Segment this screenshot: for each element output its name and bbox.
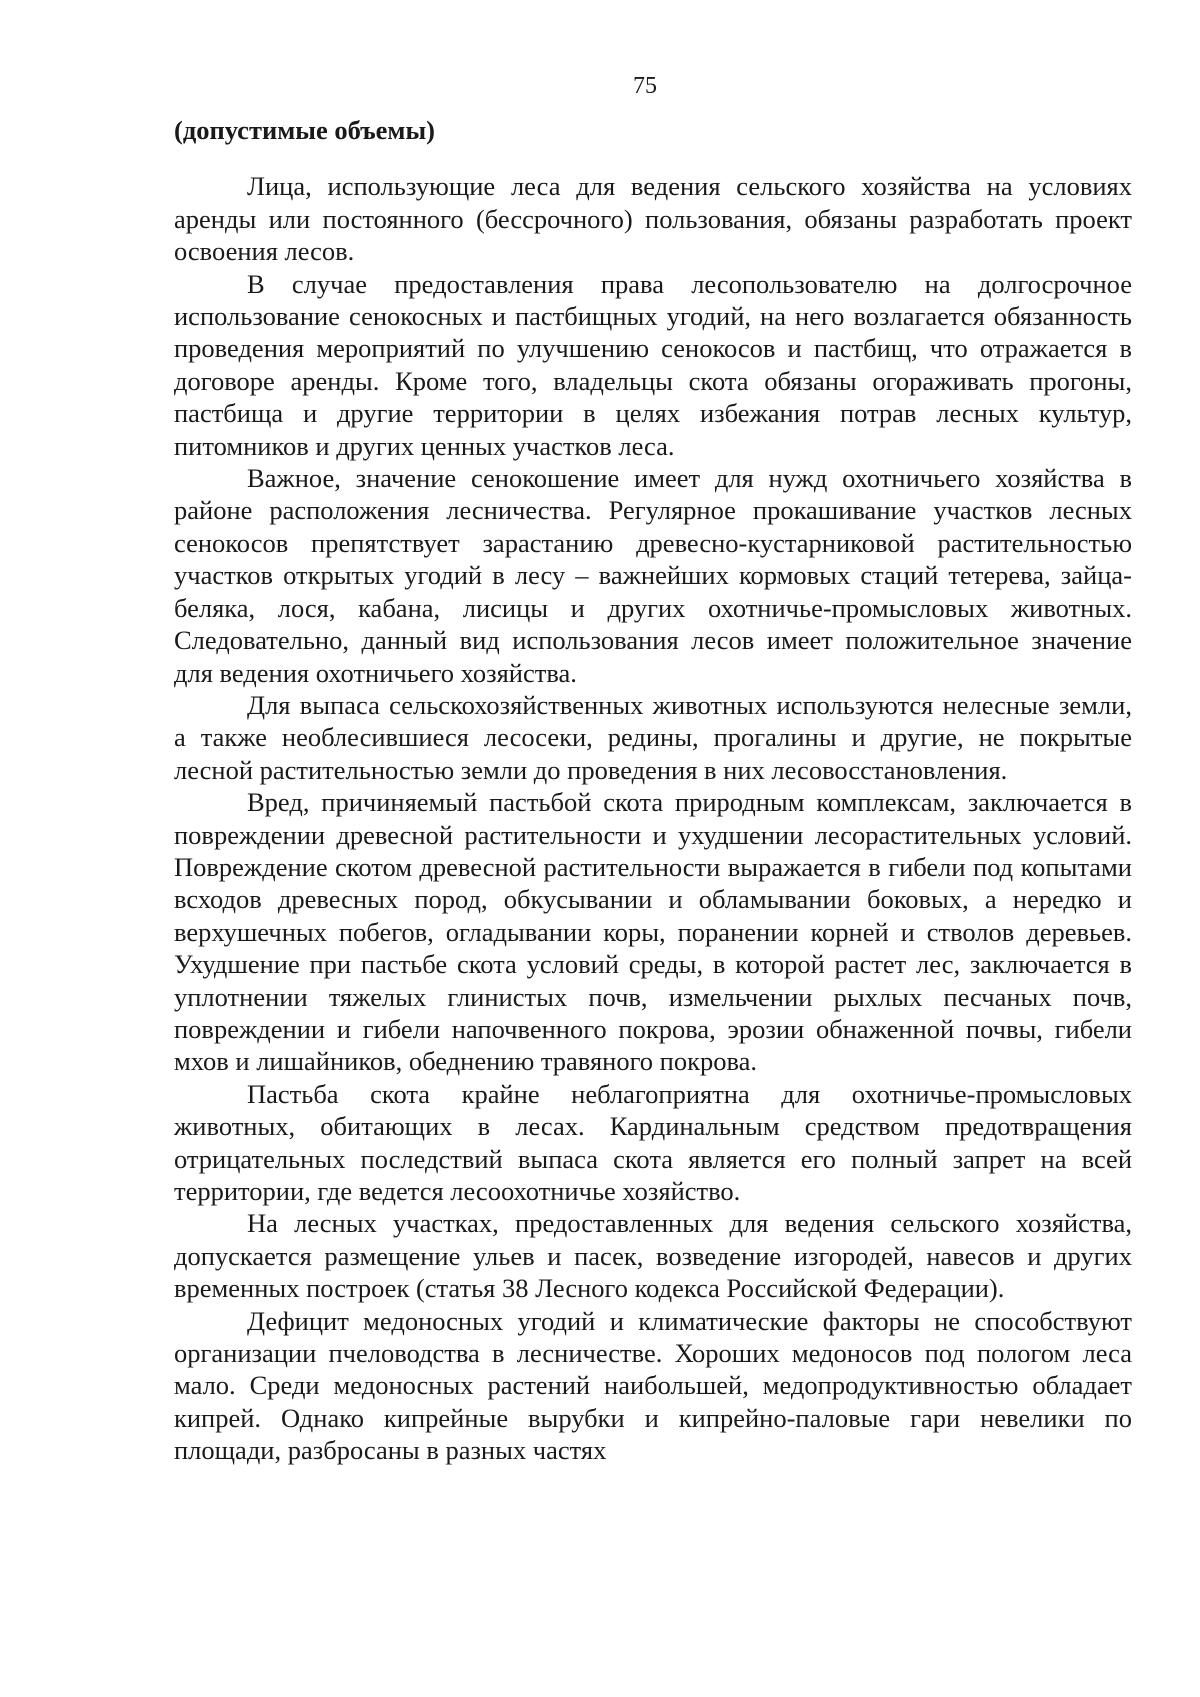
paragraph-4: Для выпаса сельскохозяйственных животных используются нелесные земли, а также необлесившиеся лесосеки, редины, прогалины и другие, не покрытые лесной растительностью земли до проведения в них лесовосстановления. [174,689,1132,785]
paragraph-5: Вред, причиняемый пастьбой скота природным комплексам, заключается в повреждении древесной растительности и ухудшении лесорастительных условий. Повреждение скотом древесной растительности выражается в гибели под копытами всходов древесных пород, обкусывании и обламывании боковых, а нередко и верхушечных побегов, огладывании коры, поранении корней и стволов деревьев. Ухудшение при пастьбе скота условий среды, в которой растет лес, заключается в уплотнении тяжелых глинистых почв, измельчении рыхлых песчаных почв, повреждении и гибели напочвенного покрова, эрозии обнаженной почвы, гибели мхов и лишайников, обеднению травяного покрова. [174,787,1132,1077]
paragraph-2: В случае предоставления права лесопользователю на долгосрочное использование сенокосных и пастбищных угодий, на него возлагается обязанность проведения мероприятий по улучшению сенокосов и пастбищ, что отражается в договоре аренды. Кроме того, владельцы скота обязаны огораживать прогоны, пастбища и другие территории в целях избежания потрав лесных культур, питомников и других ценных участков леса. [174,268,1132,461]
paragraph-6: Пастьба скота крайне неблагоприятна для охотничье-промысловых животных, обитающих в лесах. Кардинальным средством предотвращения отрицательных последствий выпаса скота является его полный запрет на всей территории, где ведется лесоохотничье хозяйство. [174,1078,1132,1206]
paragraph-3: Важное, значение сенокошение имеет для нужд охотничьего хозяйства в районе расположения лесничества. Регулярное прокашивание участков лесных сенокосов препятствует зарастанию древесно-кустарниковой растительностью участков открытых угодий в лесу – важнейших кормовых стаций тетерева, зайца-беляка, лося, кабана, лисицы и других охотничье-промысловых животных. Следовательно, данный вид использования лесов имеет положительное значение для ведения охотничьего хозяйства. [174,463,1132,688]
document-body [174,114,1132,1467]
page-number: 75 [633,73,657,99]
section-heading: (допустимые объемы) [174,115,435,145]
paragraph-7: На лесных участках, предоставленных для ведения сельского хозяйства, допускается размещение ульев и пасек, возведение изгородей, навесов и других временных построек (статья 38 Лесного кодекса Российской Федерации). [174,1208,1132,1304]
paragraph-1: Лица, использующие леса для ведения сельского хозяйства на условиях аренды или постоянного (бессрочного) пользования, обязаны разработать проект освоения лесов. [174,171,1132,267]
paragraph-8: Дефицит медоносных угодий и климатические факторы не способствуют организации пчеловодства в лесничестве. Хороших медоносов под пологом леса мало. Среди медоносных растений наибольшей, медопродуктивностью обладает кипрей. Однако кипрейные вырубки и кипрейно-паловые гари невелики по площади, разбросаны в разных частях [174,1305,1132,1466]
